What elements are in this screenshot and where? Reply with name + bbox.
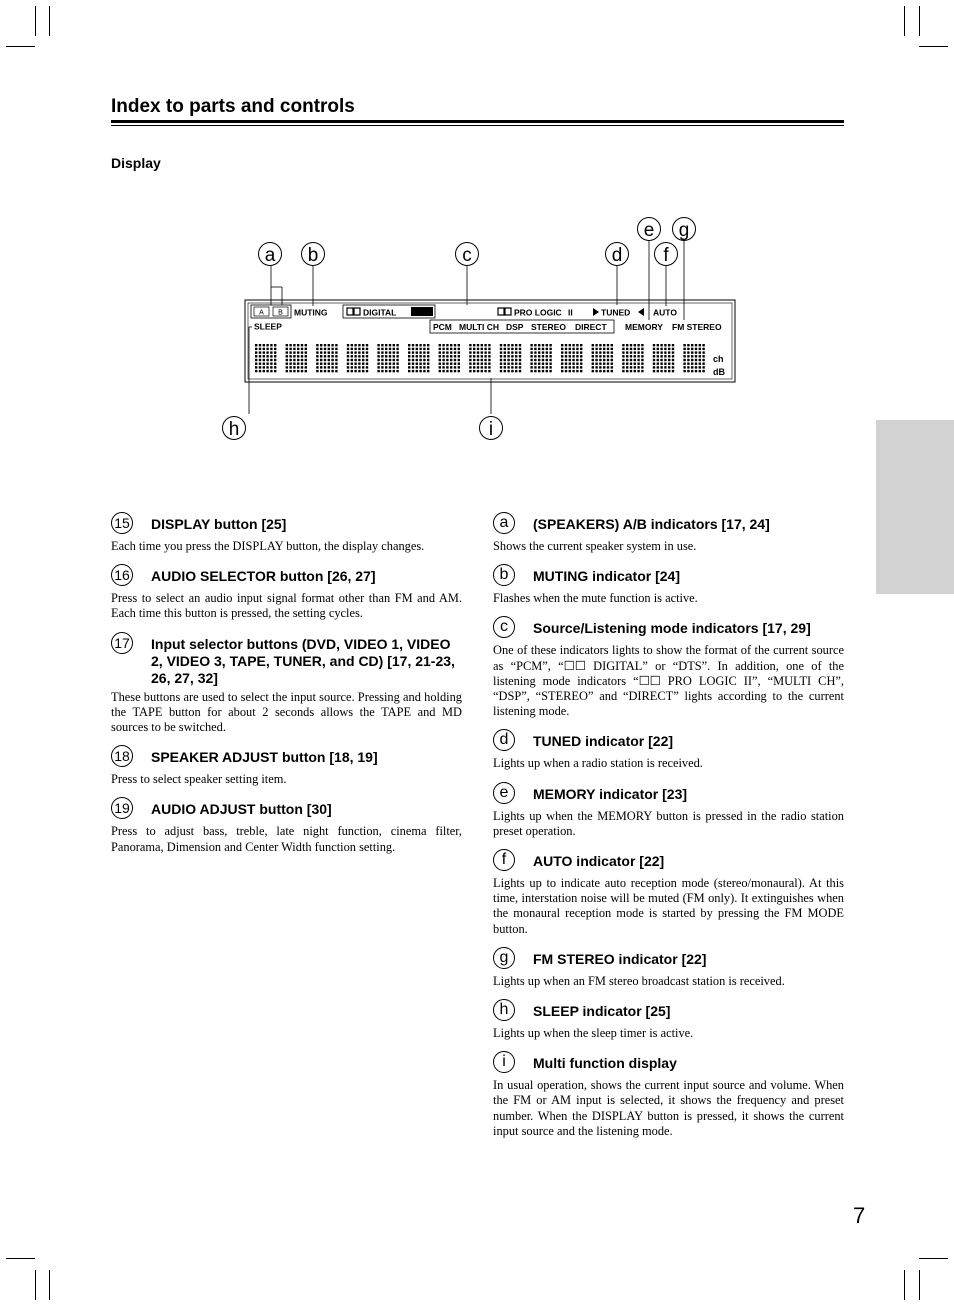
sleep-indicator: SLEEP [254,321,282,332]
svg-text:g: g [678,220,690,241]
multi-ch-indicator: MULTI CH [459,322,499,332]
item-marker: 15 [111,512,133,534]
item-description: Shows the current speaker system in use. [493,539,697,553]
speaker-a-label: A [259,309,264,317]
dsp-indicator: DSP [506,322,524,332]
item-description: Each time you press the DISPLAY button, the display changes. [111,539,425,553]
list-item [111,512,462,554]
item-description: Press to select speaker setting item. [111,772,287,787]
item-marker: 17 [111,632,133,654]
list-item [493,947,844,989]
right-column [493,512,844,1149]
item-description: Lights up when the MEMORY button is pressed in the radio station preset operation. [493,808,844,838]
svg-text:d: d [611,245,623,266]
item-title: SPEAKER ADJUST button [18, 19] [151,749,378,766]
item-marker: e [493,782,515,804]
pro-logic-suffix: II [568,307,573,318]
item-marker: a [493,512,515,534]
display-diagram [0,0,954,460]
item-title: DISPLAY button [25] [151,516,287,532]
list-item [493,849,844,937]
callout-f-marker [655,243,678,267]
svg-text:c: c [462,245,472,266]
svg-text:h: h [228,419,240,440]
item-marker: 16 [111,564,133,586]
list-item [111,564,462,621]
svg-text:b: b [307,245,319,266]
item-marker: 18 [111,745,133,767]
item-title: Source/Listening mode indicators [17, 29] [533,620,811,637]
callout-a-marker [259,243,282,267]
callout-d-marker [606,243,629,267]
pro-logic-indicator: PRO LOGIC [514,307,562,318]
item-title: TUNED indicator [22] [533,733,674,750]
callout-e-marker [638,218,661,242]
item-title: AUTO indicator [22] [533,853,665,870]
item-description: Lights up to indicate auto reception mode (stereo/monaural). At this time, interstation noise will be muted (FM only). It extinguishes when the monaural reception mode is started by pressing the FM MODE button. [493,876,844,936]
list-item [493,616,844,719]
digital-indicator: DIGITAL [363,307,397,318]
item-title: Input selector buttons (DVD, VIDEO 1, VIDEO 2, VIDEO 3, TAPE, TUNER, and CD) [17, 21-23, 26, 27, 32] [151,635,455,686]
list-item [493,564,844,606]
fm-stereo-indicator: FM STEREO [672,322,722,332]
tuned-indicator: TUNED [601,307,631,318]
svg-text:e: e [643,220,655,241]
list-item [111,745,462,787]
page-title: Index to parts and controls [111,96,355,117]
unit-ch: ch [713,354,724,364]
list-item [493,1051,844,1139]
list-item [493,999,844,1041]
item-description: Press to adjust bass, treble, late night function, cinema filter, Panorama, Dimension and Center Width function setting. [111,824,462,854]
item-description: Flashes when the mute function is active. [493,591,698,606]
svg-text:a: a [264,245,276,266]
auto-indicator: AUTO [653,307,677,318]
list-item [111,632,462,736]
item-title: SLEEP indicator [25] [533,1003,671,1020]
callout-h-marker [223,417,246,441]
item-title: AUDIO SELECTOR button [26, 27] [151,568,376,585]
item-marker: i [493,1051,515,1073]
item-description: Press to select an audio input signal format other than FM and AM. Each time this button is pressed, the setting cycles. [111,591,462,621]
item-marker: f [493,849,515,871]
item-title: MUTING indicator [24] [533,568,681,585]
callout-b-marker [302,243,325,267]
item-description: Lights up when an FM stereo broadcast station is received. [493,973,785,988]
callout-i-marker [480,417,503,441]
list-item [493,729,844,771]
muting-indicator: MUTING [294,307,328,318]
item-description: One of these indicators lights to show the format of the current source as “PCM”, “☐☐ DIGITAL” or “DTS”. In addition, one of the listening mode indicators “☐☐ PRO LOGIC II”, “MULTI CH”, “DSP”, “STEREO” and “DIRECT” lights according to the current listening mode. [493,643,844,719]
callout-g-marker [673,218,696,242]
item-title: MEMORY indicator [23] [533,785,688,802]
left-column [111,512,462,865]
stereo-indicator: STEREO [531,322,566,332]
list-item [493,782,844,839]
item-description: Lights up when the sleep timer is active. [493,1026,694,1041]
dts-logo [411,307,433,316]
memory-indicator: MEMORY [625,322,663,332]
item-description: Lights up when a radio station is received. [493,756,703,771]
item-marker: c [493,616,515,638]
item-description: In usual operation, shows the current input source and volume. When the FM or AM input is selected, it shows the frequency and preset number. When the DISPLAY button is pressed, it shows the current input source and the listening mode. [493,1078,844,1138]
item-title: Multi function display [533,1055,677,1072]
item-title: AUDIO ADJUST button [30] [151,801,332,818]
item-marker: d [493,729,515,751]
item-title: (SPEAKERS) A/B indicators [17, 24] [533,516,770,532]
speaker-b-label: B [278,309,283,317]
svg-text:f: f [663,245,669,266]
unit-db: dB [713,367,725,377]
item-marker: g [493,947,515,969]
callout-c-marker [456,243,479,267]
item-marker: h [493,999,515,1021]
item-marker: 19 [111,797,133,819]
direct-indicator: DIRECT [575,322,607,332]
item-title: FM STEREO indicator [22] [533,950,707,967]
list-item [493,512,844,554]
section-heading: Display [111,155,161,171]
pcm-indicator: PCM [433,322,452,332]
list-item [111,797,462,854]
item-description: These buttons are used to select the input source. Pressing and holding the TAPE button for about 2 seconds allows the TAPE and MD sources to be switched. [111,689,462,735]
page-number: 7 [853,1203,866,1228]
item-marker: b [493,564,515,586]
svg-text:i: i [488,419,494,440]
